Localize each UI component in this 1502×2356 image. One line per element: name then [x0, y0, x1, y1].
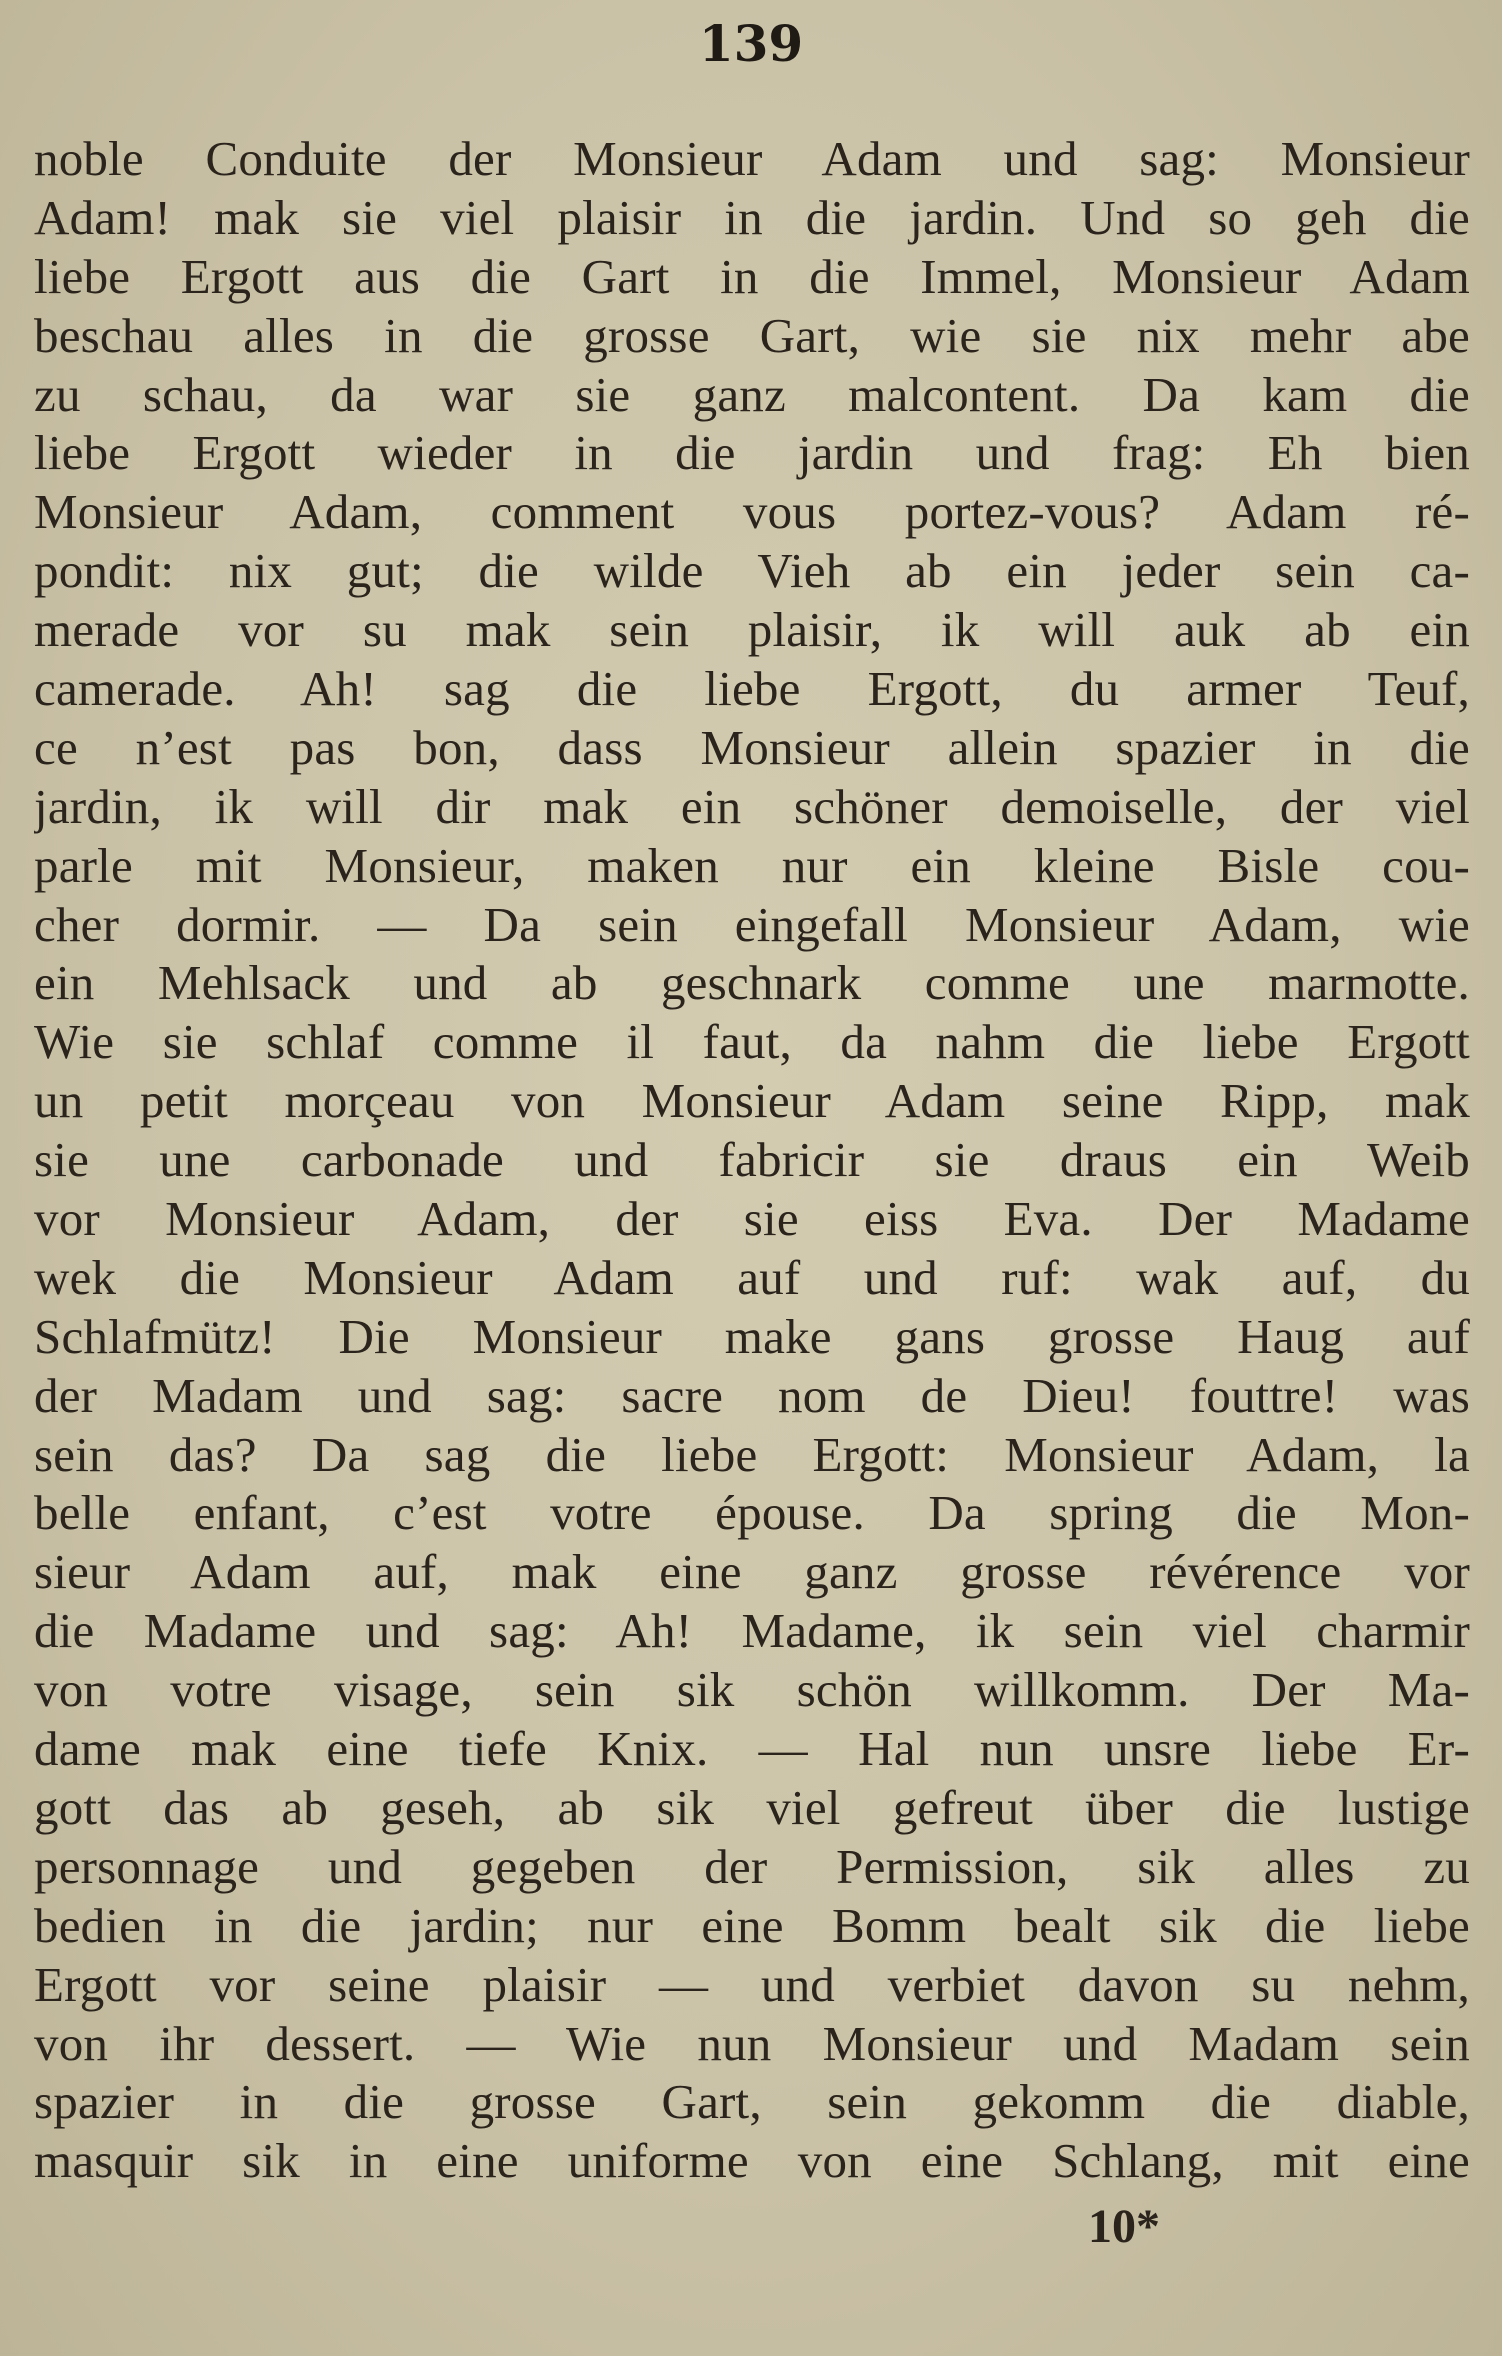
text-line: Wie sie schlaf comme il faut, da nahm die liebe Ergott — [34, 1014, 1470, 1070]
text-line: merade vor su mak sein plaisir, ik will auk ab ein — [34, 602, 1470, 658]
text-line: cher dormir. — Da sein eingefall Monsieur Adam, wie — [34, 896, 1470, 952]
text-line: beschau alles in die grosse Gart, wie sie nix mehr abe — [34, 307, 1470, 363]
text-line: noble Conduite der Monsieur Adam und sag: Monsieur — [34, 131, 1470, 186]
text-line: Monsieur Adam, comment vous portez-vous? Adam ré- — [34, 484, 1470, 540]
text-line: personnage und gegeben der Permission, sik alles zu — [34, 1838, 1470, 1894]
text-line: un petit morçeau von Monsieur Adam seine Ripp, mak — [34, 1073, 1470, 1129]
text-line: Adam! mak sie viel plaisir in die jardin. Und so geh die — [34, 189, 1470, 245]
text-line: von ihr dessert. — Wie nun Monsieur und Madam sein — [34, 2015, 1470, 2071]
text-line: camerade. Ah! sag die liebe Ergott, du armer Teuf, — [34, 661, 1470, 717]
text-line: zu schau, da war sie ganz malcontent. Da kam die — [34, 366, 1470, 422]
text-line: der Madam und sag: sacre nom de Dieu! fouttre! was — [34, 1367, 1470, 1423]
text-line: pondit: nix gut; die wilde Vieh ab ein jeder sein ca- — [34, 543, 1470, 599]
text-line: belle enfant, c’est votre épouse. Da spring die Mon- — [34, 1485, 1470, 1541]
text-line: bedien in die jardin; nur eine Bomm bealt sik die liebe — [34, 1897, 1470, 1953]
text-line: sieur Adam auf, mak eine ganz grosse révérence vor — [34, 1544, 1470, 1600]
page-number: 139 — [698, 14, 804, 73]
text-line: spazier in die grosse Gart, sein gekomm die diable, — [34, 2074, 1470, 2130]
text-line: gott das ab geseh, ab sik viel gefreut über die lustige — [34, 1779, 1470, 1835]
text-line: von votre visage, sein sik schön willkomm. Der Ma- — [34, 1662, 1470, 1718]
body-text — [34, 130, 1470, 2191]
text-line: sein das? Da sag die liebe Ergott: Monsieur Adam, la — [34, 1426, 1470, 1482]
text-line: ce n’est pas bon, dass Monsieur allein spazier in die — [34, 719, 1470, 775]
text-line: sie une carbonade und fabricir sie draus ein Weib — [34, 1132, 1470, 1188]
text-line: masquir sik in eine uniforme von eine Schlang, mit eine — [34, 2133, 1470, 2189]
text-line: Ergott vor seine plaisir — und verbiet davon su nehm, — [34, 1956, 1470, 2012]
text-line: die Madame und sag: Ah! Madame, ik sein viel charmir — [34, 1603, 1470, 1659]
text-line: dame mak eine tiefe Knix. — Hal nun unsre liebe Er- — [34, 1721, 1470, 1777]
text-line: parle mit Monsieur, maken nur ein kleine Bisle cou- — [34, 837, 1470, 893]
text-line: Schlafmütz! Die Monsieur make gans grosse Haug auf — [34, 1308, 1470, 1364]
text-line: jardin, ik will dir mak ein schöner demoiselle, der viel — [34, 778, 1470, 834]
signature-mark: 10* — [1088, 2200, 1160, 2253]
text-line: liebe Ergott aus die Gart in die Immel, Monsieur Adam — [34, 248, 1470, 304]
text-line: ein Mehlsack und ab geschnark comme une marmotte. — [34, 955, 1470, 1011]
text-line: wek die Monsieur Adam auf und ruf: wak auf, du — [34, 1249, 1470, 1305]
text-line: vor Monsieur Adam, der sie eiss Eva. Der Madame — [34, 1191, 1470, 1247]
text-line: liebe Ergott wieder in die jardin und frag: Eh bien — [34, 425, 1470, 481]
